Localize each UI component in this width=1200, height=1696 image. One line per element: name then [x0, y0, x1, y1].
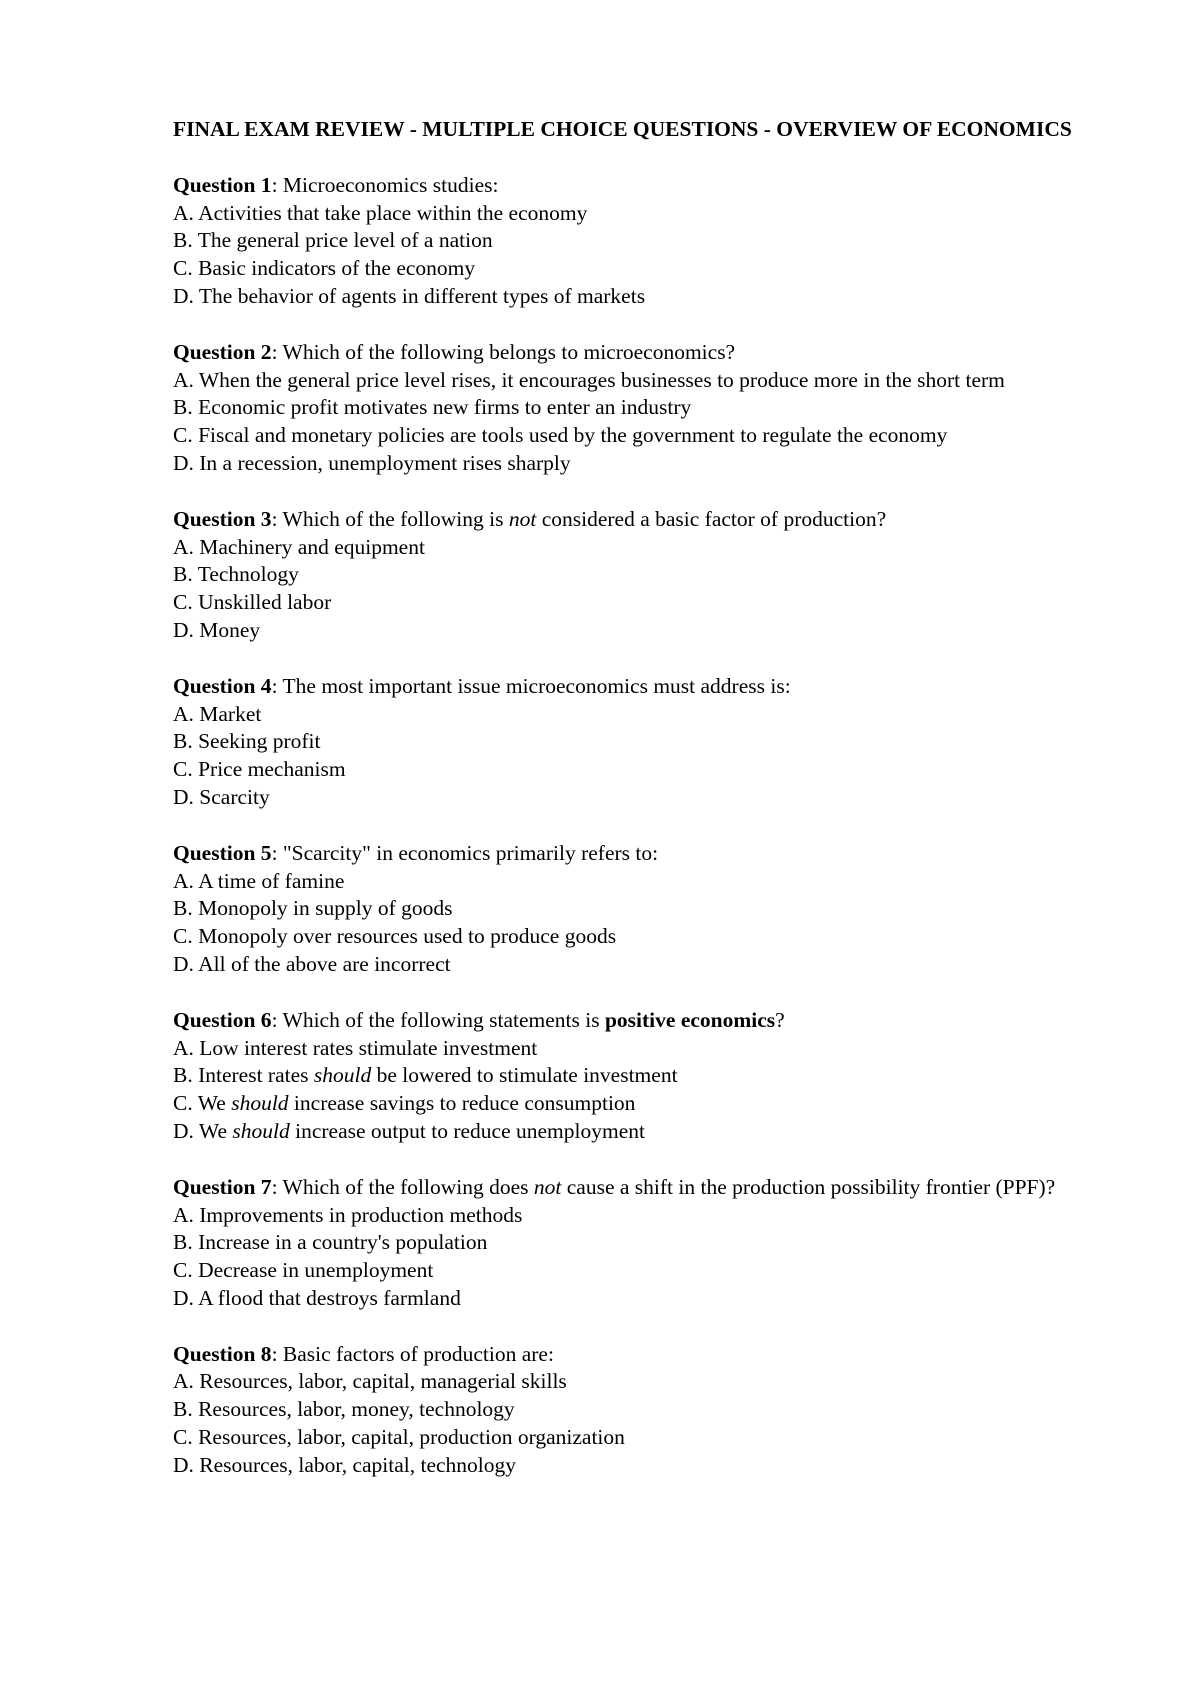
question-label: Question 3	[173, 506, 272, 531]
option-b: B. Seeking profit	[173, 729, 321, 754]
option-a: A. Low interest rates stimulate investment	[173, 1035, 538, 1060]
option-c: C. Price mechanism	[173, 757, 346, 782]
question-label: Question 5	[173, 840, 272, 865]
question-text-emphasis: not	[533, 1174, 562, 1199]
question-text-strong: positive economics	[604, 1007, 776, 1032]
option-d	[173, 1118, 1073, 1146]
question-stem	[173, 1174, 1073, 1202]
option-b: B. Economic profit motivates new firms to enter an industry	[173, 395, 692, 420]
question-text: : Which of the following statements is	[271, 1007, 605, 1032]
option-c: C. Monopoly over resources used to produce goods	[173, 924, 617, 949]
option-a: A. Activities that take place within the economy	[173, 200, 588, 225]
option-text: C. We	[173, 1091, 232, 1116]
question-text: : Microeconomics studies:	[271, 172, 499, 197]
option-d: D. A flood that destroys farmland	[173, 1285, 461, 1310]
option-d: D. The behavior of agents in different types of markets	[173, 283, 646, 308]
question-label: Question 2	[173, 339, 272, 364]
option-c: C. Unskilled labor	[173, 590, 332, 615]
option-a: A. A time of famine	[173, 868, 345, 893]
question-text-end: cause a shift in the production possibility frontier (PPF)?	[561, 1174, 1056, 1199]
option-d: D. Scarcity	[173, 784, 270, 809]
question-stem	[173, 840, 1073, 868]
question-7	[173, 1174, 1073, 1313]
option-a: A. Resources, labor, capital, managerial skills	[173, 1369, 567, 1394]
question-stem	[173, 1341, 1073, 1369]
option-text: B. Interest rates	[173, 1063, 314, 1088]
option-text: D. We	[173, 1118, 233, 1143]
option-b: B. Technology	[173, 562, 299, 587]
option-text-end: be lowered to stimulate investment	[371, 1063, 678, 1088]
question-label: Question 7	[173, 1174, 272, 1199]
question-label: Question 4	[173, 673, 272, 698]
option-b	[173, 1062, 1073, 1090]
question-text-end: considered a basic factor of production?	[536, 506, 887, 531]
option-a: A. Machinery and equipment	[173, 534, 425, 559]
question-stem	[173, 673, 1073, 701]
question-text: : Which of the following is	[271, 506, 509, 531]
option-d: D. Money	[173, 617, 261, 642]
question-label: Question 6	[173, 1007, 272, 1032]
question-stem	[173, 506, 1073, 534]
option-b: B. Monopoly in supply of goods	[173, 896, 453, 921]
option-text-end: increase output to reduce unemployment	[289, 1118, 645, 1143]
question-stem	[173, 172, 1073, 200]
option-text-emphasis: should	[231, 1091, 289, 1116]
document-page	[173, 116, 1073, 1508]
option-text-emphasis: should	[313, 1063, 372, 1088]
question-6	[173, 1007, 1073, 1146]
question-text: : "Scarcity" in economics primarily refers to:	[271, 840, 659, 865]
option-c: C. Decrease in unemployment	[173, 1258, 434, 1283]
question-1	[173, 172, 1073, 311]
question-stem	[173, 1007, 1073, 1035]
option-d: D. Resources, labor, capital, technology	[173, 1452, 517, 1477]
option-c: C. Fiscal and monetary policies are tools used by the government to regulate the economy	[173, 423, 948, 448]
question-text: : Which of the following does	[271, 1174, 534, 1199]
option-d: D. In a recession, unemployment rises sharply	[173, 450, 571, 475]
option-d: D. All of the above are incorrect	[173, 951, 451, 976]
question-3	[173, 506, 1073, 645]
option-text-end: increase savings to reduce consumption	[288, 1091, 636, 1116]
option-b: B. Resources, labor, money, technology	[173, 1397, 515, 1422]
option-a: A. When the general price level rises, it encourages businesses to produce more in the short term	[173, 367, 1005, 392]
question-text: : Basic factors of production are:	[271, 1341, 554, 1366]
question-text-end: ?	[775, 1007, 785, 1032]
question-4	[173, 673, 1073, 812]
question-label: Question 8	[173, 1341, 272, 1366]
question-text: : The most important issue microeconomics must address is:	[271, 673, 791, 698]
option-text-emphasis: should	[232, 1118, 290, 1143]
question-label: Question 1	[173, 172, 272, 197]
option-c: C. Resources, labor, capital, production organization	[173, 1425, 625, 1450]
option-a: A. Market	[173, 701, 262, 726]
document-title: FINAL EXAM REVIEW - MULTIPLE CHOICE QUESTIONS - OVERVIEW OF ECONOMICS	[173, 117, 1072, 141]
question-text: : Which of the following belongs to microeconomics?	[271, 339, 736, 364]
option-b: B. The general price level of a nation	[173, 228, 493, 253]
question-stem	[173, 339, 1073, 367]
question-text-emphasis: not	[508, 506, 537, 531]
option-c: C. Basic indicators of the economy	[173, 256, 476, 281]
question-8	[173, 1341, 1073, 1480]
question-5	[173, 840, 1073, 979]
question-2	[173, 339, 1073, 478]
option-b: B. Increase in a country's population	[173, 1230, 488, 1255]
option-c	[173, 1090, 1073, 1118]
option-a: A. Improvements in production methods	[173, 1202, 523, 1227]
